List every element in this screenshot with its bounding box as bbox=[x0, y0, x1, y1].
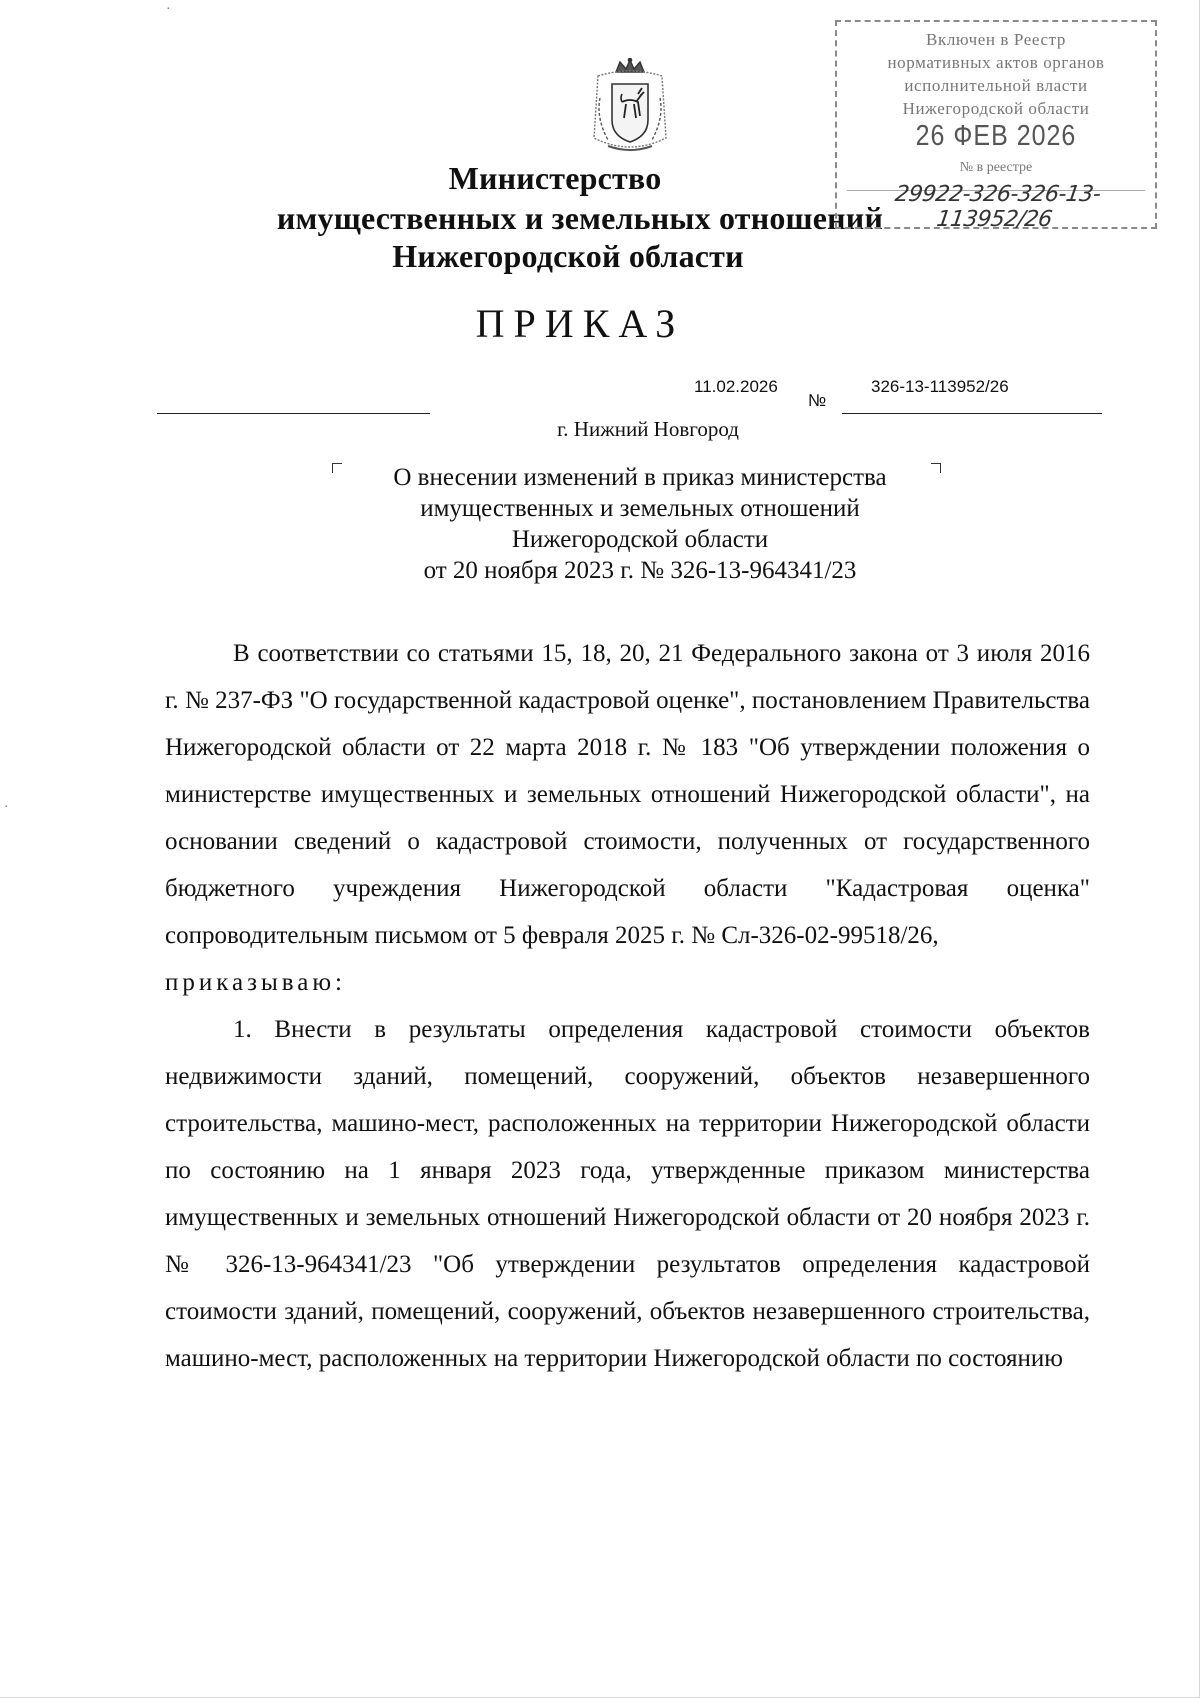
subject-line: О внесении изменений в приказ министерства bbox=[393, 464, 887, 491]
ministry-title-line2: имущественных и земельных отношений bbox=[276, 200, 884, 236]
subject-line: от 20 ноября 2023 г. № 326-13-964341/23 bbox=[423, 557, 857, 584]
subject-line: Нижегородской области bbox=[511, 526, 769, 553]
ministry-title-line3: Нижегородской области bbox=[392, 238, 744, 274]
stamp-line: Нижегородской области bbox=[902, 99, 1090, 118]
date-underline bbox=[157, 413, 430, 414]
stamp-handwritten-number: 29922-326-326-13-113952/26 bbox=[893, 182, 1103, 232]
scan-mark: · bbox=[4, 800, 9, 815]
subject-line: имущественных и земельных отношений bbox=[420, 495, 860, 522]
number-underline bbox=[842, 413, 1102, 414]
registry-stamp bbox=[835, 20, 1157, 232]
order-date: 11.02.2026 bbox=[694, 377, 778, 396]
stamp-line: Включен в Реестр bbox=[926, 30, 1066, 49]
preamble-paragraph: В соответствии со статьями 15, 18, 20, 21 Федерального закона от 3 июля 2016 г. № 237-ФЗ "О государственной кадастровой оценке", постановлением Правительства Нижегородской области от 22 марта 2018 г. № 183 "Об утверждении положения о министерстве имущественных и земельных отношений Нижегородской области", на основании сведений о кадастровой стоимости, полученных от государственного бюджетного учреждения Нижегородской области "Кадастровая оценка" сопроводительным письмом от 5 февраля 2025 г. № Сл-326-02-99518/26, bbox=[165, 640, 1090, 949]
orders-word: приказываю: bbox=[165, 969, 346, 996]
document-type: ПРИКАЗ bbox=[475, 301, 685, 346]
stamp-date: 26 ФЕВ 2026 bbox=[915, 119, 1077, 153]
ministry-title-line1: Министерство bbox=[448, 160, 662, 196]
coat-of-arms-emblem-icon bbox=[586, 58, 674, 158]
stamp-line: нормативных актов органов bbox=[887, 53, 1105, 72]
subject-corner-right bbox=[931, 463, 941, 473]
order-body bbox=[165, 630, 1090, 1382]
stamp-line: исполнительной власти bbox=[904, 76, 1088, 95]
order-number: 326-13-113952/26 bbox=[871, 377, 1009, 396]
item-1-paragraph: 1. Внести в результаты определения кадастровой стоимости объектов недвижимости зданий, помещений, сооружений, объектов незавершенного строительства, машино-мест, расположенных на территории Нижегородской области по состоянию на 1 января 2023 года, утвержденные приказом министерства имущественных и земельных отношений Нижегородской области от 20 ноября 2023 г. № 326-13-964341/23 "Об утверждении результатов определения кадастровой стоимости зданий, помещений, сооружений, объектов незавершенного строительства, машино-мест, расположенных на территории Нижегородской области по состоянию bbox=[165, 1016, 1090, 1372]
city: г. Нижний Новгород bbox=[557, 417, 739, 441]
order-subject bbox=[350, 462, 930, 586]
subject-corner-left bbox=[332, 463, 342, 473]
stamp-number-label: № в реестре bbox=[959, 160, 1033, 175]
number-sign: № bbox=[808, 391, 827, 410]
scan-mark: · bbox=[166, 2, 171, 17]
